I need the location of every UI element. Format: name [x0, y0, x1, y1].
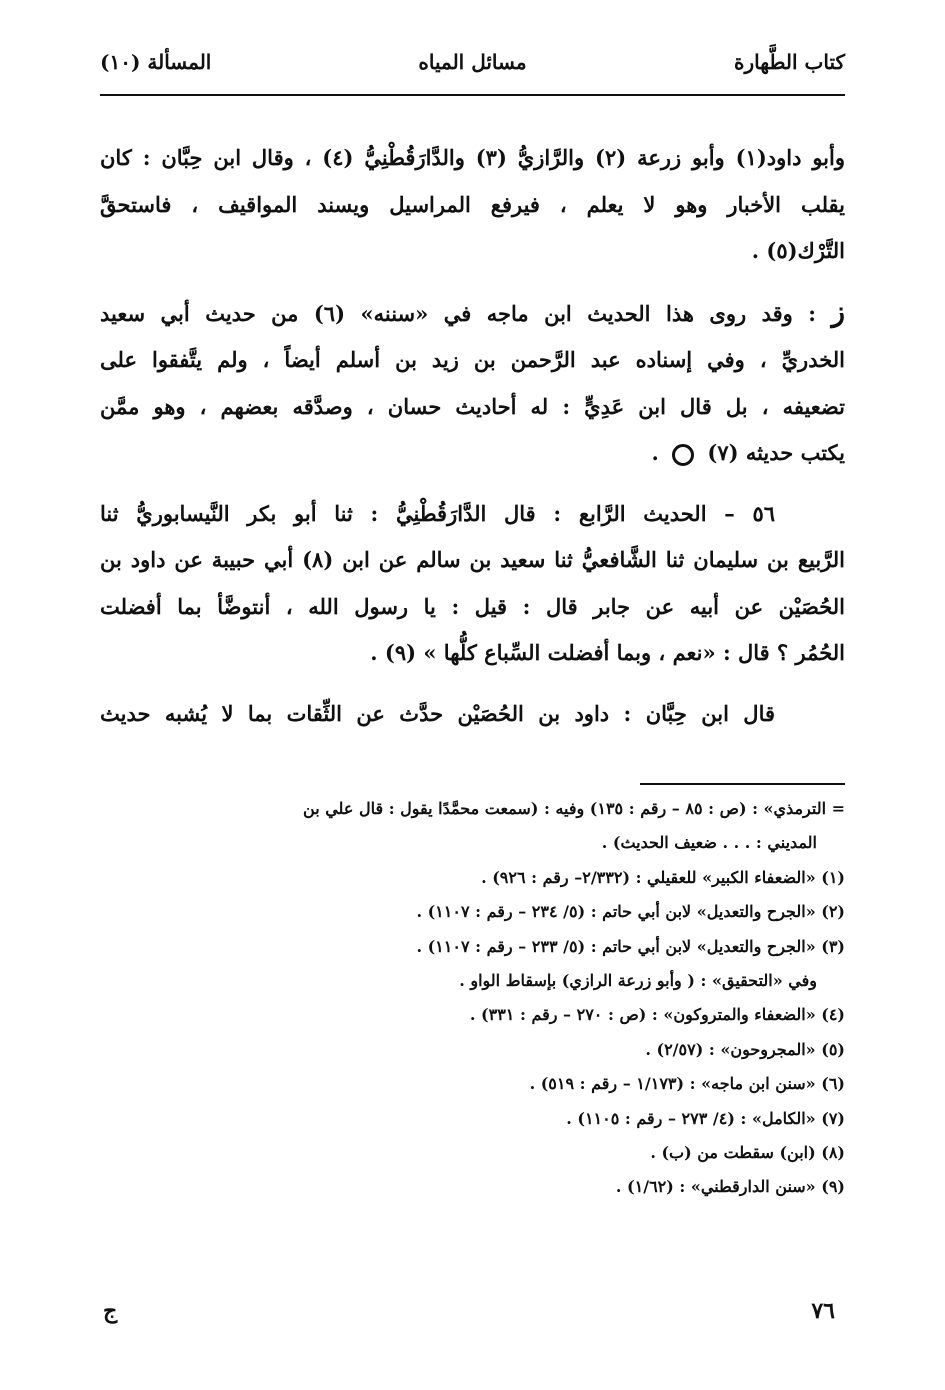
footnote-line: (٩) «سنن الدارقطني» : (١/٦٢) .: [615, 1177, 845, 1197]
footnotes: [100, 792, 845, 1205]
text-line: الحُمُر ؟ قال : «نعم ، وبما أفضلت السِّباع كلُّها » (٩) .: [370, 640, 845, 665]
footnote-line: (٥) «المجروحون» : (٢/٥٧) .: [645, 1039, 845, 1059]
text-line: [100, 430, 845, 477]
issue-number: المسألة (١٠): [100, 50, 212, 74]
footnote-line: (٢) «الجرح والتعديل» لابن أبي حاتم : (٥/ ٢٣٤ – رقم : ١١٠٧) .: [416, 902, 845, 922]
footnote-line: (٤) «الضعفاء والمتروكون» : (ص : ٢٧٠ – رقم : ٣٣١) .: [469, 1005, 845, 1025]
text-line: وأبو داود(١) وأبو زرعة (٢) والرَّازيُّ (٣) والدَّارَقُطْنِيُّ (٤) ، وقال ابن حِبَّان : كان: [100, 145, 845, 170]
zay-mark: ز: [831, 294, 845, 328]
text-line: الخدريِّ ، وفي إسناده عبد الرَّحمن بن زيد بن أسلم أيضاً ، ولم يتَّفقوا على: [100, 347, 845, 372]
footnote-line: وفي «التحقيق» : ( وأبو زرعة الرازي) بإسقاط الواو .: [459, 971, 817, 991]
footnote-line: (٧) «الكامل» : (٤/ ٢٧٣ – رقم : ١١٠٥) .: [566, 1108, 845, 1128]
footnote-line: المديني : . . . ضعيف الحديث) .: [601, 833, 817, 853]
page-number: ٧٦: [811, 1298, 835, 1324]
text-line: [100, 289, 845, 338]
text-segment: : وقد روى هذا الحديث ابن ماجه في «سننه» (٦) من حديث أبي سعيد: [100, 300, 816, 326]
book-title: كتاب الطَّهارة: [734, 50, 845, 74]
main-text: [100, 135, 845, 751]
text-line: التَّرْك(٥) .: [751, 238, 845, 263]
footnote-line: (٣) «الجرح والتعديل» لابن أبي حاتم : (٥/ ٢٣٣ – رقم : ١١٠٧) .: [416, 936, 845, 956]
paragraph-4: [100, 691, 845, 738]
text-line: تضعيفه ، بل قال ابن عَدِيٍّ : له أحاديث حسان ، وصدَّقه بعضهم ، وهو ممَّن: [100, 393, 845, 419]
paragraph-2: [100, 289, 845, 477]
paragraph-1: [100, 135, 845, 275]
end-circle-icon: [672, 444, 694, 466]
text-line: ٥٦ – الحديث الرَّابع : قال الدَّارَقُطْنِيُّ : ثنا أبو بكر النَّيسابوريُّ ثنا: [100, 500, 775, 526]
text-line: يقلب الأخبار وهو لا يعلم ، فيرفع المراسيل ويسند المواقيف ، فاستحقَّ: [100, 191, 845, 217]
text-line: الرَّبيع بن سليمان ثنا الشَّافعيُّ ثنا سعيد بن سالم عن ابن (٨) أبي حبيبة عن داود بن: [100, 547, 845, 572]
footnote-line: (١) «الضعفاء الكبير» للعقيلي : (٢/٣٣٢– رقم : ٩٢٦) .: [481, 867, 845, 887]
signature-mark: ج: [103, 1298, 118, 1324]
text-segment: .: [651, 440, 659, 465]
paragraph-3: [100, 491, 845, 677]
footnote-line: (٦) «سنن ابن ماجه» : (١/١٧٣ – رقم : ٥١٩) .: [529, 1074, 845, 1094]
chapter-title: مسائل المياه: [418, 50, 527, 74]
footnote-line: (٨) (ابن) سقطت من (ب) .: [650, 1143, 845, 1163]
footnote-rule: [640, 783, 845, 785]
header-rule: [100, 94, 845, 96]
running-head: [100, 50, 845, 86]
text-line: الحُصَيْن عن أبيه عن جابر قال : قيل : يا رسول الله ، أنتوضَّأ بما أفضلت: [100, 593, 845, 619]
text-segment: يكتب حديثه (٧): [707, 440, 845, 465]
text-line: قال ابن حِبَّان : داود بن الحُصَيْن حدَّث عن الثِّقات بما لا يُشبه حديث: [100, 700, 775, 726]
footnote-line: = الترمذي» : (ص : ٨٥ – رقم : ١٣٥) وفيه : (سمعت محمَّدًا يقول : قال علي بن: [303, 799, 845, 818]
